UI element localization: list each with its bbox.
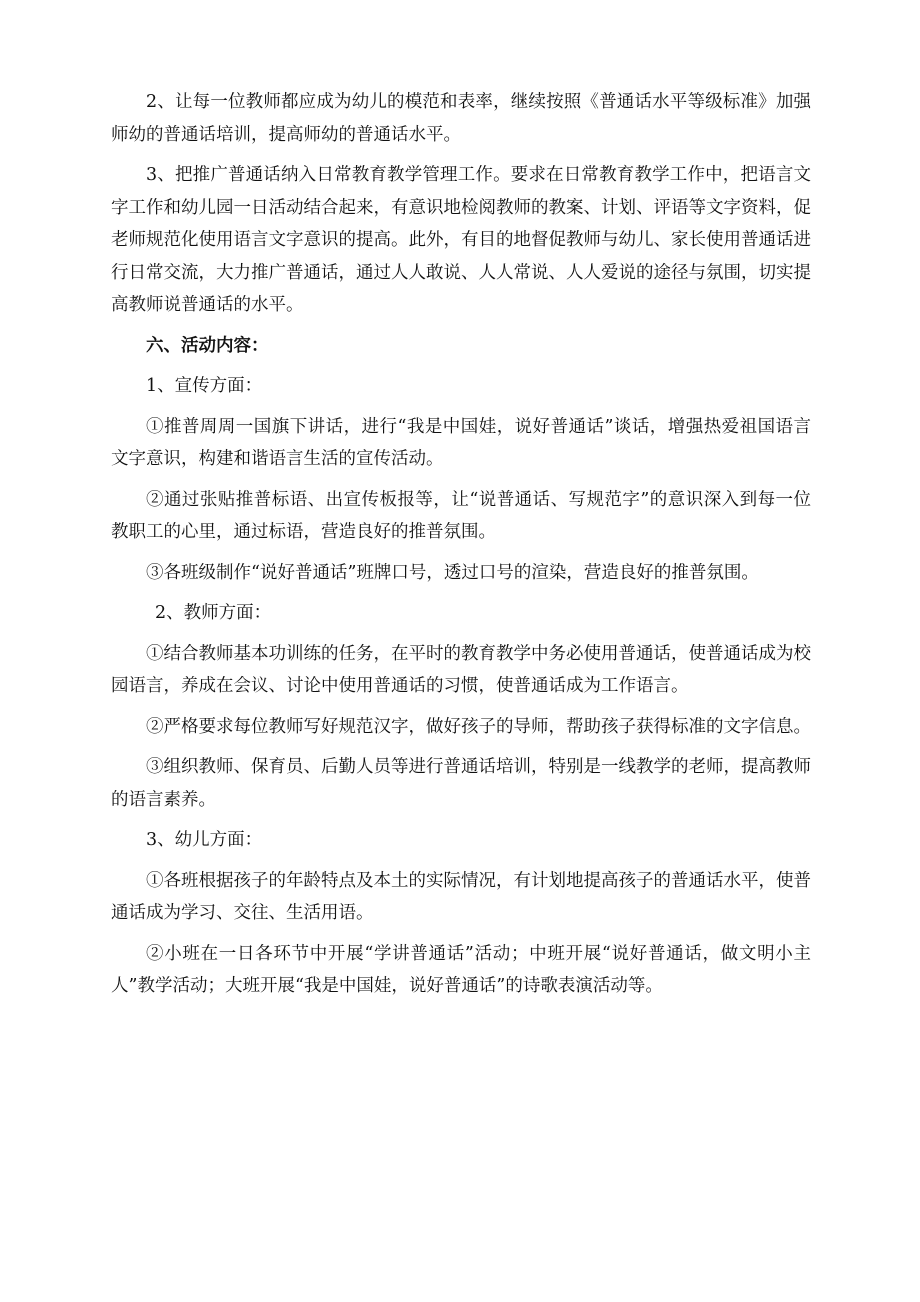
section-heading-activity-content: 六、活动内容： bbox=[146, 335, 269, 356]
list-item-slogans: ②通过张贴推普标语、出宣传板报等，让“说普通话、写规范字”的意识深入到每一位教职工的心里，通过标语，营造良好的推普氛围。 bbox=[111, 489, 811, 542]
paragraph-teacher-model: 2、让每一位教师都应成为幼儿的模范和表率，继续按照《普通话水平等级标准》加强师幼的普通话培训，提高师幼的普通话水平。 bbox=[111, 92, 811, 145]
subheading-teachers: 2、教师方面： bbox=[155, 603, 272, 623]
list-item-flag-speech: ①推普周周一国旗下讲话，进行“我是中国娃，说好普通话”谈话，增强热爱祖国语言文字意识，构建和谐语言生活的宣传活动。 bbox=[111, 416, 811, 469]
list-item-standard-characters: ②严格要求每位教师写好规范汉字，做好孩子的导师，帮助孩子获得标准的文字信息。 bbox=[146, 716, 811, 737]
list-item-class-activities: ②小班在一日各环节中开展“学讲普通话”活动；中班开展“说好普通话，做文明小主人”教学活动；大班开展“我是中国娃，说好普通话”的诗歌表演活动等。 bbox=[111, 943, 811, 996]
list-item-teacher-training: ①结合教师基本功训练的任务，在平时的教育教学中务必使用普通话，使普通话成为校园语言，养成在会议、讨论中使用普通话的习惯，使普通话成为工作语言。 bbox=[111, 643, 811, 696]
list-item-age-characteristics: ①各班根据孩子的年龄特点及本土的实际情况，有计划地提高孩子的普通话水平，使普通话成为学习、交往、生活用语。 bbox=[111, 870, 811, 923]
list-item-staff-training: ③组织教师、保育员、后勤人员等进行普通话培训，特别是一线教学的老师，提高教师的语言素养。 bbox=[111, 757, 811, 810]
list-item-class-signs: ③各班级制作“说好普通话”班牌口号，透过口号的渲染，营造良好的推普氛围。 bbox=[146, 562, 759, 583]
subheading-publicity: 1、宣传方面： bbox=[146, 376, 263, 396]
paragraph-management: 3、把推广普通话纳入日常教育教学管理工作。要求在日常教育教学工作中，把语言文字工作和幼儿园一日活动结合起来，有意识地检阅教师的教案、计划、评语等文字资料，促老师规范化使用语言文字意识的提高。此外，有目的地督促教师与幼儿、家长使用普通话进行日常交流，大力推广普通话，通过人人敢说、人人常说、人人爱说的途径与氛围，切实提高教师说普通话的水平。 bbox=[111, 165, 811, 315]
document-page bbox=[111, 86, 811, 1011]
subheading-children: 3、幼儿方面： bbox=[146, 830, 263, 850]
